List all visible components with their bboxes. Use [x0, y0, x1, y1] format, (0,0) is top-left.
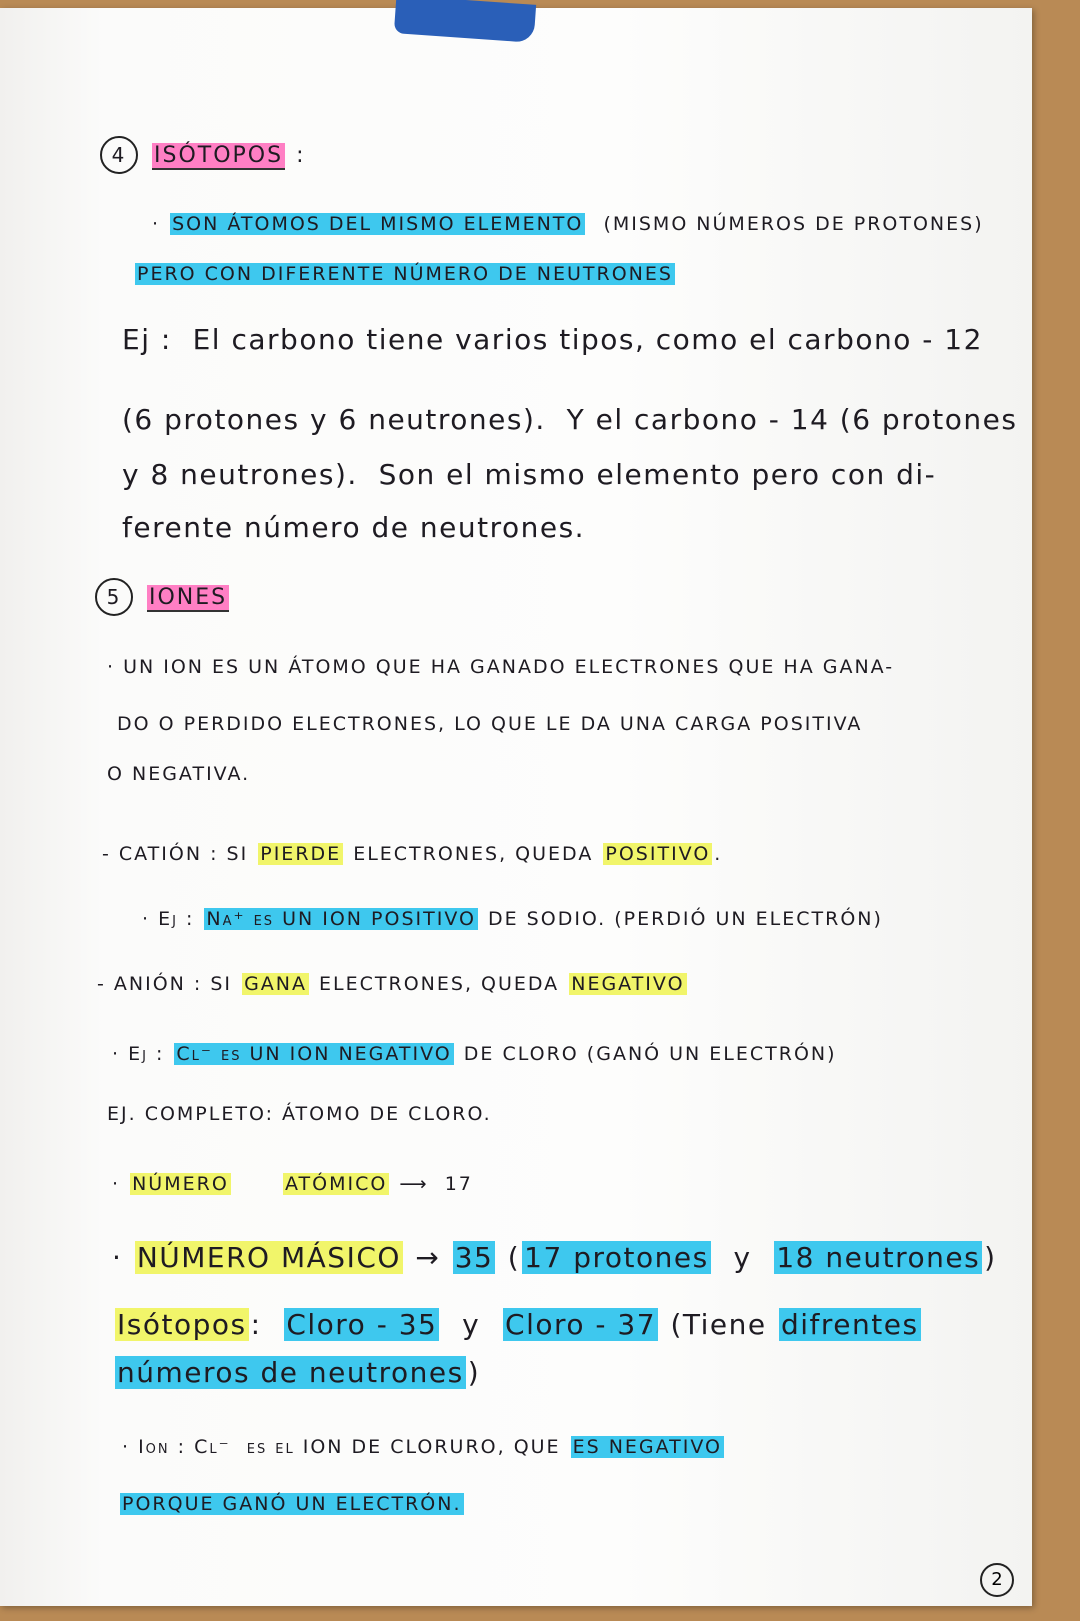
text-segment: DE SODIO. (PERDIÓ UN ELECTRÓN): [479, 908, 883, 930]
text-segment: :: [287, 143, 306, 168]
text-segment: ·: [112, 1241, 133, 1274]
text-segment: O NEGATIVA.: [107, 763, 251, 785]
text-segment: · Ion : Cl⁻ es el ION DE CLORURO, QUE: [122, 1436, 569, 1458]
highlighted-text: 35: [454, 1241, 494, 1274]
text-segment: →: [404, 1241, 451, 1274]
note-line: [110, 1241, 999, 1274]
text-segment: y: [441, 1308, 502, 1341]
note-line: [100, 843, 724, 865]
note-line: [120, 1436, 724, 1458]
highlighted-text: POSITIVO: [605, 843, 711, 865]
text-segment: DE CLORO (GANÓ UN ELECTRÓN): [455, 1043, 837, 1065]
text-segment: :: [250, 1308, 283, 1341]
highlighted-text: ES NEGATIVO: [572, 1436, 723, 1458]
text-segment: (MISMO NÚMEROS DE PROTONES): [587, 213, 984, 235]
highlighted-text: IONES: [149, 585, 228, 610]
highlighted-text: NÚMERO: [132, 1173, 229, 1195]
text-segment: · Ej :: [142, 908, 203, 930]
text-segment: EJ. COMPLETO: ÁTOMO DE CLORO.: [107, 1103, 492, 1125]
highlighted-text: Na⁺ es UN ION POSITIVO: [206, 908, 476, 930]
highlighted-text: GANA: [244, 973, 307, 995]
text-segment: ELECTRONES, QUEDA: [345, 843, 602, 865]
text-segment: - ANIÓN : SI: [97, 973, 241, 995]
note-line: [105, 1103, 494, 1125]
highlighted-text: PERO CON DIFERENTE NÚMERO DE NEUTRONES: [137, 263, 673, 285]
text-segment: ⟶ 17: [391, 1173, 473, 1195]
note-line: [115, 1356, 482, 1389]
highlighted-text: NÚMERO MÁSICO: [136, 1241, 401, 1274]
highlighted-text: ISÓTOPOS: [154, 143, 284, 168]
note-line: [105, 656, 896, 678]
page-number: 2: [980, 1563, 1014, 1597]
highlighted-text: 17 protones: [524, 1241, 709, 1274]
text-segment: · Ej :: [112, 1043, 173, 1065]
text-segment: ·: [152, 213, 169, 235]
note-line: [95, 973, 687, 995]
note-line: [120, 1493, 464, 1515]
text-segment: (: [497, 1241, 521, 1274]
note-line: [140, 908, 885, 930]
section-number: 4: [100, 136, 138, 174]
note-line: [115, 713, 864, 735]
notebook-page: [0, 8, 1032, 1606]
note-line: [120, 511, 587, 544]
text-segment: [231, 1173, 283, 1195]
section-number: 5: [95, 578, 133, 616]
section-heading: [95, 578, 229, 616]
highlighted-text: difrentes: [781, 1308, 919, 1341]
highlighted-text: Cloro - 37: [505, 1308, 657, 1341]
note-line: [110, 1173, 475, 1195]
text-segment: Ej : El carbono tiene varios tipos, como el carbono - 12: [122, 323, 983, 356]
highlighted-text: números de neutrones: [117, 1356, 464, 1389]
text-segment: ferente número de neutrones.: [122, 511, 586, 544]
text-segment: (6 protones y 6 neutrones). Y el carbono - 14 (6 protones: [122, 403, 1018, 436]
note-line: [120, 323, 985, 356]
note-line: [115, 1308, 921, 1341]
text-segment: (Tiene: [660, 1308, 777, 1341]
note-line: [110, 1043, 839, 1065]
text-segment: ): [467, 1356, 481, 1389]
highlighted-text: SON ÁTOMOS DEL MISMO ELEMENTO: [172, 213, 584, 235]
note-line: [120, 403, 1019, 436]
text-segment: - CATIÓN : SI: [102, 843, 257, 865]
text-segment: ELECTRONES, QUEDA: [311, 973, 568, 995]
note-line: [150, 213, 986, 235]
text-segment: .: [714, 843, 723, 865]
text-segment: y: [712, 1241, 773, 1274]
highlighted-text: 18 neutrones: [776, 1241, 981, 1274]
note-line: [135, 263, 675, 285]
highlighted-text: Cloro - 35: [286, 1308, 438, 1341]
text-segment: ·: [112, 1173, 129, 1195]
text-segment: DO O PERDIDO ELECTRONES, LO QUE LE DA UNA CARGA POSITIVA: [117, 713, 863, 735]
highlighted-text: PIERDE: [260, 843, 342, 865]
highlighted-text: ATÓMICO: [285, 1173, 388, 1195]
highlighted-text: Cl⁻ es UN ION NEGATIVO: [176, 1043, 452, 1065]
note-line: [120, 458, 938, 491]
text-segment: y 8 neutrones). Son el mismo elemento pero con di-: [122, 458, 937, 491]
highlighted-text: PORQUE GANÓ UN ELECTRÓN.: [122, 1493, 462, 1515]
highlighted-text: Isótopos: [117, 1308, 247, 1341]
section-heading: [100, 136, 307, 174]
highlighted-text: NEGATIVO: [571, 973, 685, 995]
text-segment: · UN ION ES UN ÁTOMO QUE HA GANADO ELECTRONES QUE HA GANA-: [107, 656, 895, 678]
text-segment: ): [984, 1241, 997, 1274]
note-line: [105, 763, 252, 785]
